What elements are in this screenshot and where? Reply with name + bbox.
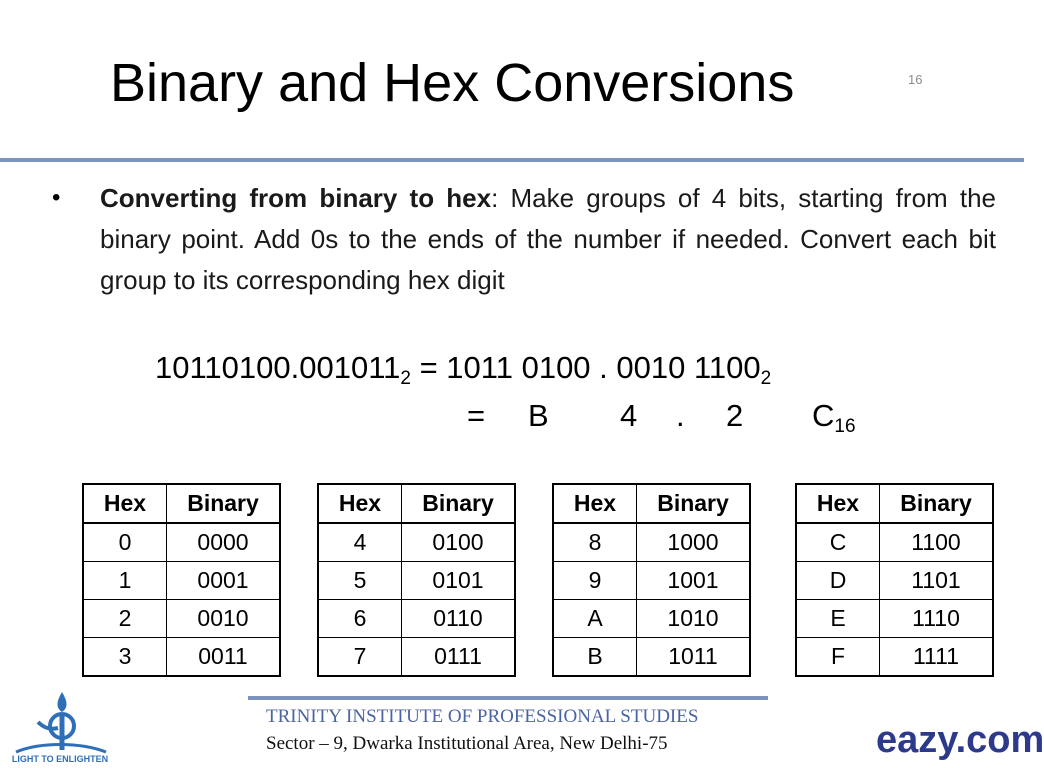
binary-cell: 1100 bbox=[880, 523, 994, 562]
hex-cell: 3 bbox=[83, 638, 167, 677]
hex-cell: 6 bbox=[318, 600, 402, 638]
hex-cell: 4 bbox=[318, 523, 402, 562]
header-hex: Hex bbox=[318, 484, 402, 523]
table-row bbox=[796, 638, 993, 677]
table-row bbox=[553, 562, 750, 600]
table-row bbox=[318, 600, 515, 638]
hex-cell: 9 bbox=[553, 562, 637, 600]
hex-cell: 1 bbox=[83, 562, 167, 600]
binary-cell: 0111 bbox=[402, 638, 516, 677]
eq-binary-number: 10110100.001011 bbox=[155, 350, 401, 385]
table-row bbox=[553, 600, 750, 638]
hex-cell: 2 bbox=[83, 600, 167, 638]
header-binary: Binary bbox=[402, 484, 516, 523]
binary-cell: 0011 bbox=[167, 638, 281, 677]
eq2-dot: . bbox=[676, 398, 685, 433]
header-binary: Binary bbox=[637, 484, 751, 523]
slide-title: Binary and Hex Conversions bbox=[110, 53, 795, 113]
institute-address: Sector – 9, Dwarka Institutional Area, New Delhi-75 bbox=[266, 733, 668, 754]
table-row bbox=[318, 523, 515, 562]
hex-cell: F bbox=[796, 638, 880, 677]
hex-cell: E bbox=[796, 600, 880, 638]
binary-cell: 1010 bbox=[637, 600, 751, 638]
logo-caption: LIGHT TO ENLIGHTEN bbox=[11, 754, 109, 764]
bullet-marker: • bbox=[52, 184, 61, 211]
hex-cell: 0 bbox=[83, 523, 167, 562]
eq-base-2-rhs: 2 bbox=[760, 368, 772, 389]
binary-cell: 1110 bbox=[880, 600, 994, 638]
eq2-digit-1: B bbox=[528, 398, 549, 433]
binary-cell: 0110 bbox=[402, 600, 516, 638]
eq2-digit-3: 2 bbox=[726, 398, 744, 433]
table-row bbox=[796, 562, 993, 600]
hex-table-8-b bbox=[552, 483, 751, 677]
binary-cell: 0010 bbox=[167, 600, 281, 638]
table-row bbox=[553, 638, 750, 677]
table-row bbox=[796, 600, 993, 638]
header-hex: Hex bbox=[796, 484, 880, 523]
header-hex: Hex bbox=[553, 484, 637, 523]
header-binary: Binary bbox=[167, 484, 281, 523]
binary-cell: 0101 bbox=[402, 562, 516, 600]
hex-cell: 8 bbox=[553, 523, 637, 562]
table-row bbox=[83, 600, 280, 638]
binary-cell: 1000 bbox=[637, 523, 751, 562]
eazy-logo bbox=[876, 720, 1044, 760]
title-divider bbox=[0, 158, 1024, 162]
table-row bbox=[318, 638, 515, 677]
hex-cell: D bbox=[796, 562, 880, 600]
hex-table-c-f bbox=[795, 483, 994, 677]
binary-cell: 0001 bbox=[167, 562, 281, 600]
binary-cell: 0100 bbox=[402, 523, 516, 562]
header-binary: Binary bbox=[880, 484, 994, 523]
hex-cell: 5 bbox=[318, 562, 402, 600]
eq2-digit-4-group bbox=[812, 398, 856, 437]
eq-grouped-bits: = 1011 0100 . 0010 1100 bbox=[419, 350, 761, 385]
bullet-body: : Make groups of 4 bits, starting from the binary point. Add 0s to the ends of the number if needed. Convert each bit group to its corresponding hex digit bbox=[100, 183, 997, 295]
hex-table-0-3 bbox=[82, 483, 281, 677]
hex-cell: B bbox=[553, 638, 637, 677]
table-row bbox=[796, 523, 993, 562]
table-header-row bbox=[318, 484, 515, 523]
table-row bbox=[83, 638, 280, 677]
hex-table-4-7 bbox=[317, 483, 516, 677]
bullet-bold-lead: Converting from binary to hex bbox=[100, 183, 492, 213]
eq2-equals: = bbox=[467, 398, 486, 433]
binary-cell: 1101 bbox=[880, 562, 994, 600]
table-row bbox=[83, 562, 280, 600]
eq2-digit-4: C bbox=[812, 398, 835, 433]
table-header-row bbox=[83, 484, 280, 523]
binary-cell: 1011 bbox=[637, 638, 751, 677]
table-row bbox=[553, 523, 750, 562]
eazy-logo-mark: eazy.com bbox=[876, 719, 1044, 761]
header-hex: Hex bbox=[83, 484, 167, 523]
institute-logo-icon bbox=[10, 688, 110, 766]
bullet-text bbox=[100, 178, 996, 301]
footer-divider bbox=[248, 696, 768, 700]
institute-name: TRINITY INSTITUTE OF PROFESSIONAL STUDIES bbox=[266, 706, 699, 727]
binary-cell: 1001 bbox=[637, 562, 751, 600]
slide-number: 16 bbox=[908, 72, 923, 87]
hex-cell: A bbox=[553, 600, 637, 638]
table-header-row bbox=[796, 484, 993, 523]
table-header-row bbox=[553, 484, 750, 523]
table-row bbox=[83, 523, 280, 562]
binary-cell: 0000 bbox=[167, 523, 281, 562]
eq-base-16: 16 bbox=[834, 416, 856, 437]
eq2-digit-2: 4 bbox=[620, 398, 638, 433]
eq-base-2: 2 bbox=[400, 368, 411, 389]
hex-cell: 7 bbox=[318, 638, 402, 677]
hex-cell: C bbox=[796, 523, 880, 562]
equation-line-1 bbox=[155, 350, 772, 389]
table-row bbox=[318, 562, 515, 600]
binary-cell: 1111 bbox=[880, 638, 994, 677]
